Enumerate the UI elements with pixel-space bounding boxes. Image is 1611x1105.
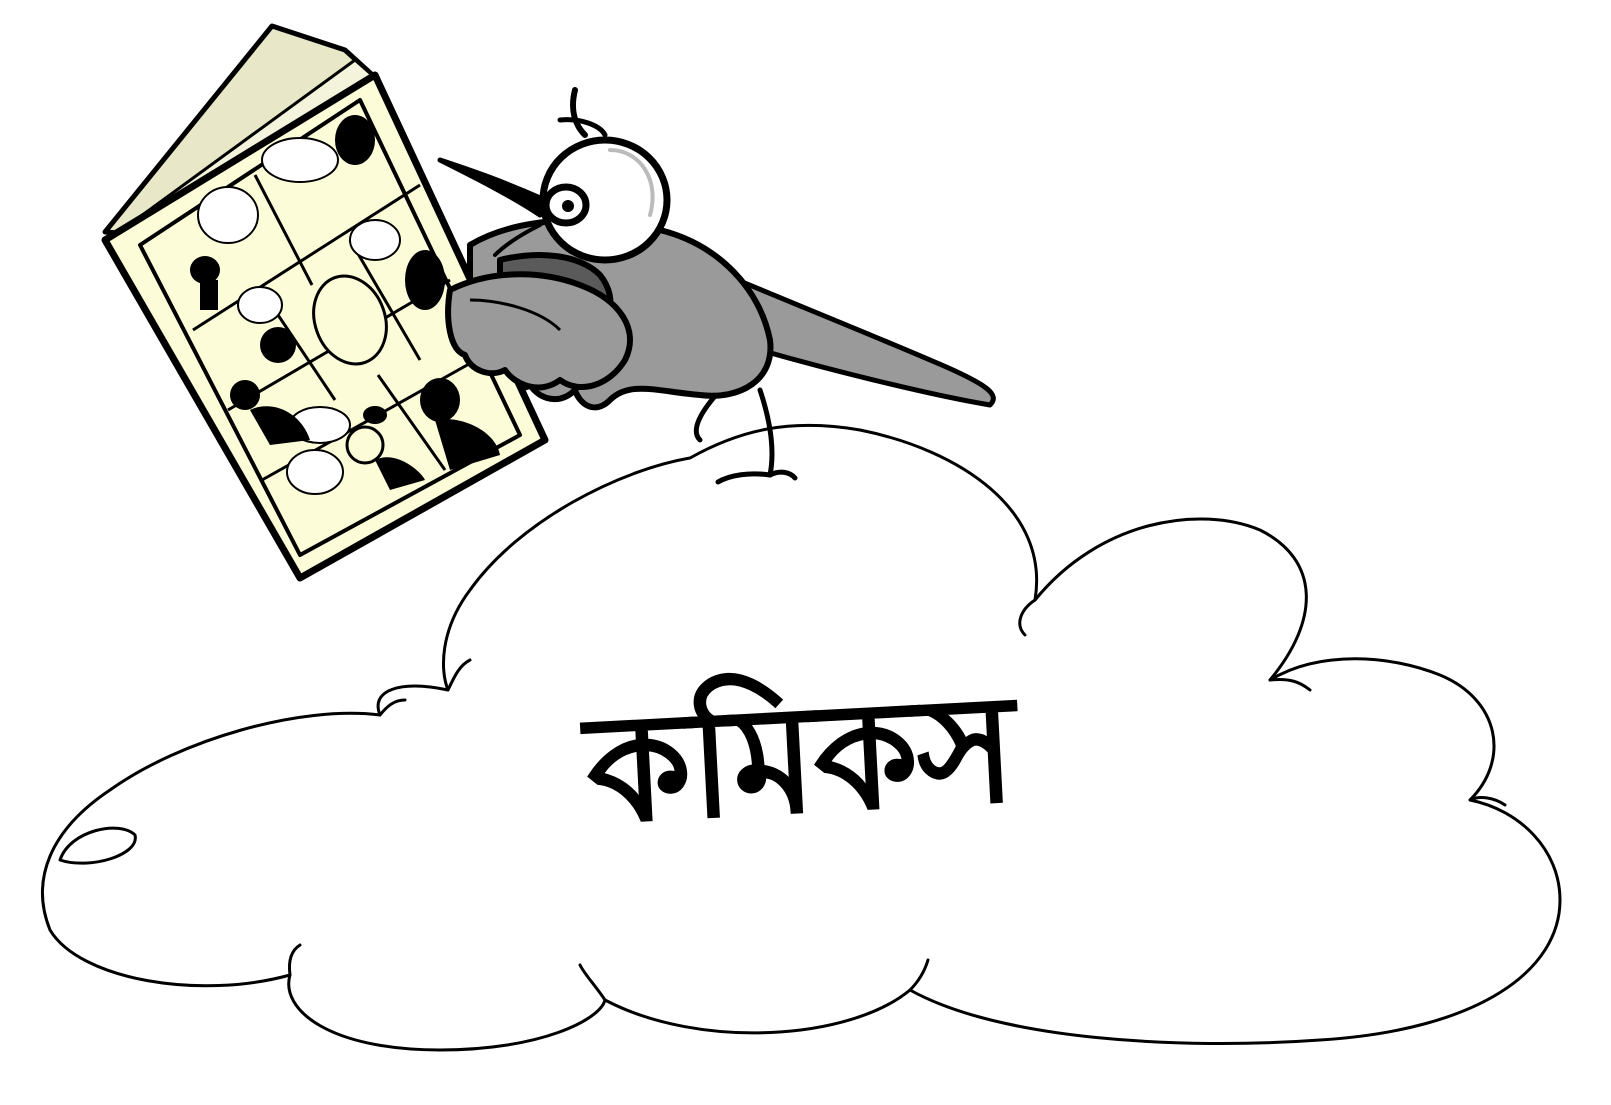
bird-head-icon	[440, 90, 667, 260]
comics-title: কমিকস	[582, 661, 1018, 859]
bird-eye-icon	[562, 200, 574, 212]
